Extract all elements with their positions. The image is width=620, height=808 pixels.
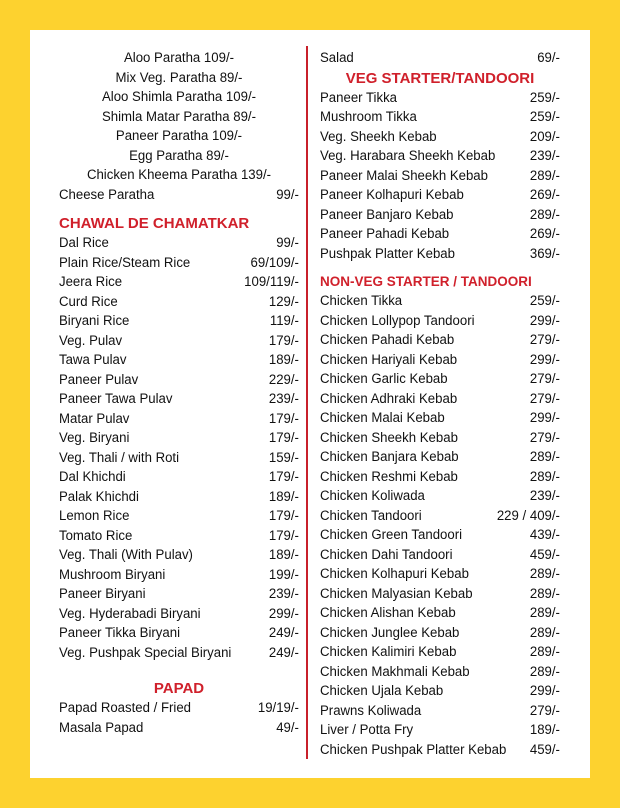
item-price: 199/- xyxy=(268,566,299,583)
item-price: 189/- xyxy=(268,547,299,563)
menu-item xyxy=(59,605,299,625)
item-name: Paneer Pahadi Kebab xyxy=(320,226,450,242)
menu-item xyxy=(320,49,560,69)
menu-item xyxy=(59,390,299,410)
item-price: 289/- xyxy=(529,468,560,485)
item-price: 179/- xyxy=(268,430,299,446)
menu-item xyxy=(59,468,299,488)
item-price: 109/119/- xyxy=(244,274,299,290)
item-price: 229 / 409/- xyxy=(496,507,560,524)
left-column xyxy=(59,49,299,738)
nonveg-starter-list xyxy=(320,292,560,760)
menu-item xyxy=(320,312,560,332)
item-price: 439/- xyxy=(529,527,560,543)
menu-item xyxy=(320,663,560,683)
item-price: 289/- xyxy=(529,449,560,465)
item-name: Chicken Makhmali Kebab xyxy=(320,663,470,680)
menu-item xyxy=(59,488,299,508)
item-name: Cheese Paratha xyxy=(59,186,155,203)
menu-item xyxy=(59,371,299,391)
menu-item xyxy=(59,332,299,352)
menu-item: Paneer Paratha 109/- xyxy=(115,128,243,144)
item-price: 229/- xyxy=(268,371,299,388)
item-name: Veg. Thali (With Pulav) xyxy=(59,547,193,563)
menu-item xyxy=(59,719,299,739)
item-price: 19/19/- xyxy=(257,700,299,716)
item-price: 159/- xyxy=(268,449,299,466)
item-price: 209/- xyxy=(529,128,560,145)
item-name: Lemon Rice xyxy=(59,508,130,524)
menu-item xyxy=(59,429,299,449)
item-name: Paneer Tikka Biryani xyxy=(59,625,181,641)
menu-item xyxy=(320,292,560,312)
item-name: Biryani Rice xyxy=(59,313,130,329)
item-price: 259/- xyxy=(529,109,560,125)
menu-item xyxy=(320,565,560,585)
item-price: 269/- xyxy=(529,226,560,242)
item-name: Veg. Pulav xyxy=(59,332,123,349)
item-name: Chicken Pahadi Kebab xyxy=(320,332,455,348)
item-name: Veg. Thali / with Roti xyxy=(59,449,180,466)
item-name: Tomato Rice xyxy=(59,527,133,544)
item-name: Dal Khichdi xyxy=(59,469,126,485)
column-divider xyxy=(306,46,308,759)
item-price: 279/- xyxy=(529,371,560,387)
item-price: 99/- xyxy=(276,235,299,251)
item-name: Chicken Lollypop Tandoori xyxy=(320,312,475,329)
menu-item: Aloo Shimla Paratha 109/- xyxy=(101,89,257,105)
item-price: 129/- xyxy=(268,293,299,310)
item-name: Paneer Tawa Pulav xyxy=(59,391,173,407)
item-price: 249/- xyxy=(268,625,299,641)
item-name: Paneer Malai Sheekh Kebab xyxy=(320,167,488,184)
item-name: Veg. Hyderabadi Biryani xyxy=(59,605,201,622)
menu-item xyxy=(59,585,299,605)
menu-item xyxy=(59,644,299,664)
item-name: Papad Roasted / Fried xyxy=(59,700,192,716)
menu-item xyxy=(320,643,560,663)
menu-item xyxy=(59,273,299,293)
item-name: Chicken Reshmi Kebab xyxy=(320,468,458,485)
item-name: Paneer Banjaro Kebab xyxy=(320,206,454,223)
menu-item xyxy=(59,507,299,527)
menu-item xyxy=(320,409,560,429)
veg-starter-list xyxy=(320,89,560,265)
menu-item xyxy=(320,89,560,109)
item-name: Chicken Hariyali Kebab xyxy=(320,351,458,368)
menu-item xyxy=(320,225,560,245)
menu-item xyxy=(59,186,299,206)
menu-item xyxy=(320,585,560,605)
item-price: 289/- xyxy=(529,206,560,223)
item-price: 279/- xyxy=(529,332,560,348)
menu-item xyxy=(320,468,560,488)
item-price: 299/- xyxy=(529,312,560,329)
item-name: Mushroom Biryani xyxy=(59,566,166,583)
menu-item xyxy=(320,721,560,741)
item-name: Chicken Pushpak Platter Kebab xyxy=(320,741,507,758)
item-name: Chicken Kolhapuri Kebab xyxy=(320,566,469,582)
menu-item: Mix Veg. Paratha 89/- xyxy=(115,69,243,86)
item-price: 289/- xyxy=(529,663,560,680)
item-price: 289/- xyxy=(529,566,560,582)
menu-item xyxy=(59,254,299,274)
item-price: 49/- xyxy=(276,719,299,736)
item-name: Mushroom Tikka xyxy=(320,109,417,125)
item-name: Plain Rice/Steam Rice xyxy=(59,254,191,271)
item-price: 239/- xyxy=(268,586,299,602)
item-name: Paneer Pulav xyxy=(59,371,139,388)
section-heading-chawal: CHAWAL DE CHAMATKAR xyxy=(59,215,250,232)
item-name: Veg. Pushpak Special Biryani xyxy=(59,644,232,661)
item-name: Chicken Koliwada xyxy=(320,488,425,504)
item-price: 459/- xyxy=(529,741,560,758)
chawal-list xyxy=(59,234,299,663)
item-price: 69/- xyxy=(537,50,560,66)
item-price: 289/- xyxy=(529,644,560,660)
item-name: Salad xyxy=(320,50,354,66)
item-price: 279/- xyxy=(529,702,560,719)
item-name: Paneer Tikka xyxy=(320,89,398,106)
item-price: 239/- xyxy=(529,488,560,504)
menu-item: Aloo Paratha 109/- xyxy=(123,50,235,66)
item-price: 289/- xyxy=(529,624,560,641)
menu-item xyxy=(320,331,560,351)
menu-item xyxy=(320,167,560,187)
item-name: Chicken Tikka xyxy=(320,293,403,309)
item-price: 189/- xyxy=(529,722,560,738)
menu-item xyxy=(59,312,299,332)
menu-item xyxy=(320,741,560,761)
section-heading-veg-starter: VEG STARTER/TANDOORI xyxy=(345,69,535,87)
section-heading-nonveg-starter: NON-VEG STARTER / TANDOORI xyxy=(320,274,532,289)
menu-item xyxy=(320,546,560,566)
menu-item xyxy=(320,186,560,206)
item-name: Pushpak Platter Kebab xyxy=(320,245,455,262)
item-price: 259/- xyxy=(529,89,560,106)
menu-item: Shimla Matar Paratha 89/- xyxy=(101,108,257,125)
item-price: 189/- xyxy=(268,352,299,368)
menu-item xyxy=(59,566,299,586)
menu-item xyxy=(320,370,560,390)
item-price: 279/- xyxy=(529,390,560,407)
item-price: 279/- xyxy=(529,429,560,446)
menu-item xyxy=(320,108,560,128)
item-name: Chicken Alishan Kebab xyxy=(320,605,456,621)
menu-item xyxy=(59,351,299,371)
menu-item xyxy=(59,527,299,547)
item-price: 289/- xyxy=(529,605,560,621)
menu-item xyxy=(320,390,560,410)
item-price: 269/- xyxy=(529,187,560,203)
item-price: 259/- xyxy=(529,293,560,309)
menu-item xyxy=(320,245,560,265)
item-name: Chicken Ujala Kebab xyxy=(320,683,444,699)
item-price: 69/109/- xyxy=(250,254,299,271)
item-name: Chicken Sheekh Kebab xyxy=(320,429,458,446)
item-name: Chicken Malai Kebab xyxy=(320,410,445,426)
item-price: 179/- xyxy=(268,332,299,349)
right-column xyxy=(320,49,560,760)
item-name: Matar Pulav xyxy=(59,410,130,427)
menu-item xyxy=(320,604,560,624)
item-name: Tawa Pulav xyxy=(59,352,127,368)
item-price: 299/- xyxy=(529,351,560,368)
item-price: 299/- xyxy=(268,605,299,622)
menu-item xyxy=(320,624,560,644)
menu-item xyxy=(320,507,560,527)
papad-list xyxy=(59,699,299,738)
item-price: 299/- xyxy=(529,410,560,426)
item-name: Paneer Kolhapuri Kebab xyxy=(320,187,464,203)
item-price: 179/- xyxy=(268,527,299,544)
menu-item: Egg Paratha 89/- xyxy=(129,147,229,164)
item-price: 239/- xyxy=(529,148,560,164)
menu-item xyxy=(320,147,560,167)
menu-item xyxy=(59,624,299,644)
item-name: Curd Rice xyxy=(59,293,118,310)
menu-item xyxy=(320,487,560,507)
item-name: Chicken Kalimiri Kebab xyxy=(320,644,457,660)
item-name: Chicken Adhraki Kebab xyxy=(320,390,458,407)
item-name: Prawns Koliwada xyxy=(320,702,422,719)
item-name: Chicken Malyasian Kebab xyxy=(320,585,473,602)
item-price: 239/- xyxy=(268,391,299,407)
menu-item xyxy=(320,128,560,148)
item-price: 179/- xyxy=(268,469,299,485)
item-price: 179/- xyxy=(268,410,299,427)
menu-item xyxy=(59,293,299,313)
item-name: Chicken Junglee Kebab xyxy=(320,624,460,641)
item-name: Dal Rice xyxy=(59,235,109,251)
menu-item xyxy=(320,429,560,449)
menu-item xyxy=(59,410,299,430)
menu-item xyxy=(320,526,560,546)
item-price: 249/- xyxy=(268,644,299,661)
item-name: Palak Khichdi xyxy=(59,488,139,505)
menu-item xyxy=(59,699,299,719)
item-price: 119/- xyxy=(269,313,299,329)
item-name: Veg. Harabara Sheekh Kebab xyxy=(320,148,496,164)
item-name: Chicken Dahi Tandoori xyxy=(320,546,453,563)
item-name: Jeera Rice xyxy=(59,274,123,290)
paratha-list xyxy=(59,49,299,186)
item-name: Paneer Biryani xyxy=(59,586,146,602)
menu-item xyxy=(320,702,560,722)
menu-item xyxy=(320,206,560,226)
menu-item xyxy=(59,234,299,254)
menu-item: Chicken Kheema Paratha 139/- xyxy=(86,167,272,183)
item-price: 289/- xyxy=(529,167,560,184)
menu-item xyxy=(320,351,560,371)
section-heading-papad: PAPAD xyxy=(153,680,205,697)
item-name: Liver / Potta Fry xyxy=(320,722,414,738)
menu-item xyxy=(59,546,299,566)
item-price: 99/- xyxy=(276,186,299,203)
item-price: 369/- xyxy=(529,245,560,262)
menu-item xyxy=(320,448,560,468)
item-price: 299/- xyxy=(529,683,560,699)
item-name: Veg. Sheekh Kebab xyxy=(320,128,437,145)
item-name: Veg. Biryani xyxy=(59,430,130,446)
item-price: 459/- xyxy=(529,546,560,563)
item-price: 189/- xyxy=(268,488,299,505)
item-price: 179/- xyxy=(268,508,299,524)
menu-item xyxy=(59,449,299,469)
menu-item xyxy=(320,682,560,702)
item-name: Chicken Tandoori xyxy=(320,507,422,524)
item-name: Chicken Banjara Kebab xyxy=(320,449,459,465)
item-name: Chicken Garlic Kebab xyxy=(320,371,448,387)
item-price: 289/- xyxy=(529,585,560,602)
item-name: Masala Papad xyxy=(59,719,144,736)
item-name: Chicken Green Tandoori xyxy=(320,527,463,543)
